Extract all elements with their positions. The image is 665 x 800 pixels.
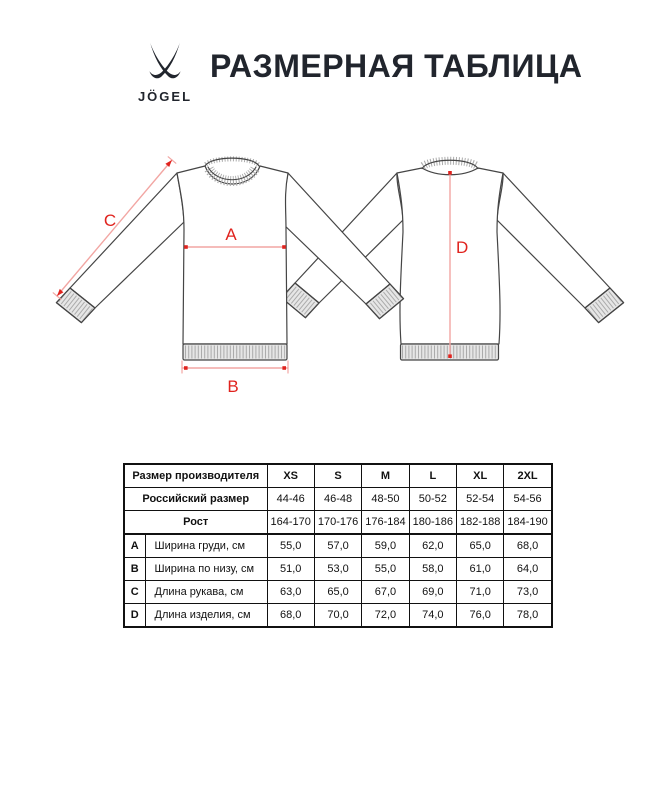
value-cell: 72,0 [362, 604, 409, 628]
table-row-hem-width [124, 558, 552, 581]
size-cell: XL [457, 464, 504, 488]
size-cell: M [362, 464, 409, 488]
value-cell: 54-56 [504, 488, 552, 511]
value-cell: 78,0 [504, 604, 552, 628]
value-cell: 53,0 [314, 558, 361, 581]
row-label: Рост [124, 511, 267, 535]
label-b: B [227, 377, 239, 396]
table-row-height [124, 511, 552, 535]
row-label: Российский размер [124, 488, 267, 511]
value-cell: 51,0 [267, 558, 314, 581]
value-cell: 48-50 [362, 488, 409, 511]
table-row-manufacturer-size [124, 464, 552, 488]
value-cell: 68,0 [504, 534, 552, 558]
value-cell: 184-190 [504, 511, 552, 535]
table-row-sleeve-length [124, 581, 552, 604]
value-cell: 44-46 [267, 488, 314, 511]
table-row-russian-size [124, 488, 552, 511]
size-cell: XS [267, 464, 314, 488]
value-cell: 55,0 [267, 534, 314, 558]
size-cell: 2XL [504, 464, 552, 488]
table-row-chest-width [124, 534, 552, 558]
page-title: РАЗМЕРНАЯ ТАБЛИЦА [210, 48, 583, 84]
size-cell: L [409, 464, 456, 488]
value-cell: 69,0 [409, 581, 456, 604]
brand-logo [131, 42, 199, 104]
value-cell: 61,0 [457, 558, 504, 581]
size-cell: S [314, 464, 361, 488]
value-cell: 182-188 [457, 511, 504, 535]
measure-letter: C [124, 581, 145, 604]
measure-label: Длина изделия, см [145, 604, 267, 628]
measure-letter: B [124, 558, 145, 581]
measure-letter: A [124, 534, 145, 558]
value-cell: 50-52 [409, 488, 456, 511]
value-cell: 65,0 [314, 581, 361, 604]
sweatshirt-drawing [0, 140, 665, 425]
value-cell: 65,0 [457, 534, 504, 558]
value-cell: 74,0 [409, 604, 456, 628]
garment-diagram [0, 140, 665, 425]
sweatshirt-front-view [53, 157, 403, 396]
value-cell: 63,0 [267, 581, 314, 604]
dimension-b [182, 361, 288, 396]
measure-label: Ширина по низу, см [145, 558, 267, 581]
measure-letter: D [124, 604, 145, 628]
size-table [123, 463, 553, 628]
label-c: C [103, 211, 117, 230]
value-cell: 164-170 [267, 511, 314, 535]
value-cell: 55,0 [362, 558, 409, 581]
label-a: A [225, 225, 237, 244]
value-cell: 68,0 [267, 604, 314, 628]
value-cell: 46-48 [314, 488, 361, 511]
value-cell: 76,0 [457, 604, 504, 628]
value-cell: 58,0 [409, 558, 456, 581]
value-cell: 59,0 [362, 534, 409, 558]
value-cell: 67,0 [362, 581, 409, 604]
measure-label: Ширина груди, см [145, 534, 267, 558]
value-cell: 176-184 [362, 511, 409, 535]
value-cell: 57,0 [314, 534, 361, 558]
row-label: Размер производителя [124, 464, 267, 488]
value-cell: 73,0 [504, 581, 552, 604]
jogel-v-icon [147, 42, 183, 86]
label-d: D [456, 238, 469, 257]
value-cell: 70,0 [314, 604, 361, 628]
measure-label: Длина рукава, см [145, 581, 267, 604]
value-cell: 52-54 [457, 488, 504, 511]
value-cell: 62,0 [409, 534, 456, 558]
value-cell: 180-186 [409, 511, 456, 535]
value-cell: 64,0 [504, 558, 552, 581]
value-cell: 170-176 [314, 511, 361, 535]
value-cell: 71,0 [457, 581, 504, 604]
brand-wordmark: JÖGEL [137, 89, 193, 104]
table-row-garment-length [124, 604, 552, 628]
